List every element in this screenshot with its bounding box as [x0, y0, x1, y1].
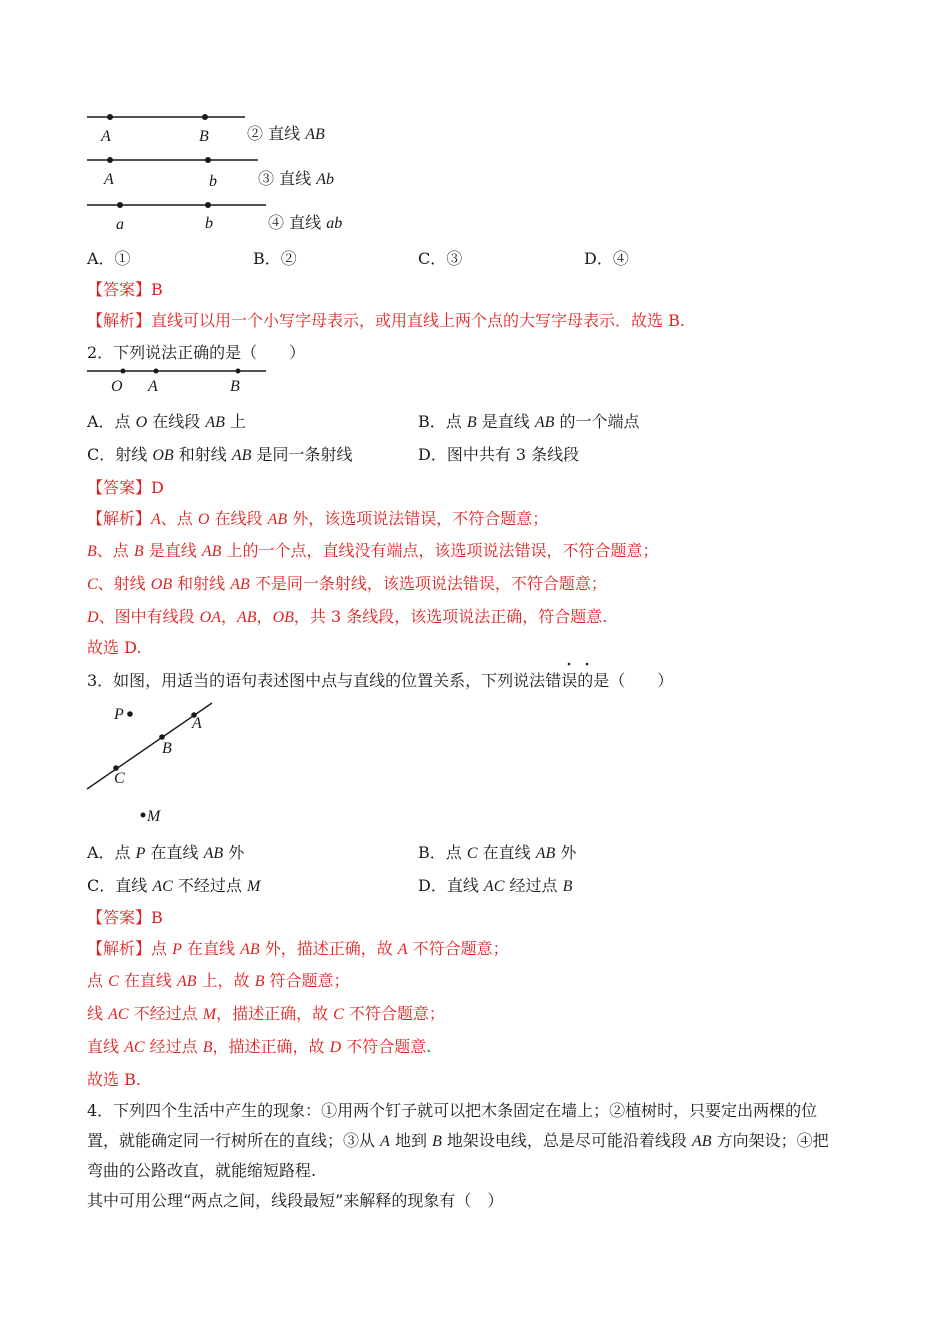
q4-l2-post: 方向架设；④把	[711, 1131, 829, 1150]
q2-an1-v1: O	[197, 511, 210, 528]
q3-an3-a: 不经过点	[128, 1004, 203, 1023]
q2-answer: 【答案】D	[87, 478, 164, 497]
q2-label-B: B	[230, 378, 240, 395]
q3-option-d	[418, 873, 572, 896]
q2-an1-v2: AB	[267, 511, 288, 528]
q1-option-c: C．③	[418, 249, 463, 268]
q2-label-A: A	[148, 378, 158, 395]
q3-an1-c: 不符合题意；	[407, 939, 509, 958]
q3-an3-pre: 线	[87, 1004, 109, 1023]
q4-l2-v1: A	[380, 1133, 390, 1150]
q2-an4-v2: AB	[237, 609, 257, 626]
q3-an1-v1: P	[172, 941, 182, 958]
q2-an4-v1: OA	[199, 609, 221, 626]
q2-an3-v1: OB	[150, 576, 173, 593]
q3-an3-c: 不符合题意；	[343, 1004, 445, 1023]
q3-stem-pre: 3．如图，用适当的语句表述图中点与直线的位置关系，下列说法	[87, 671, 546, 690]
q3-od-pre: D．直线	[418, 876, 484, 895]
q3-option-b	[418, 840, 576, 863]
q2-label-O: O	[111, 378, 123, 395]
q2-stem: 2．下列说法正确的是（ ）	[87, 343, 306, 362]
q4-line-2	[87, 1128, 829, 1151]
q2-oa-v2: AB	[205, 414, 225, 431]
q2-an3-v2: AB	[230, 576, 250, 593]
q2-oa-post: 上	[224, 412, 247, 431]
q2-ob-mid: 是直线	[476, 412, 535, 431]
q1-caption-2-var: AB	[305, 126, 325, 143]
q3-an4-b: ，描述正确，故	[212, 1037, 330, 1056]
q2-option-d: D．图中共有 3 条线段	[418, 445, 580, 464]
q2-oc-v1: OB	[152, 447, 174, 464]
q3-an2-a: 在直线	[118, 971, 177, 990]
q2-an4-v0: D	[87, 609, 99, 626]
q2-an1-b: 在线段	[209, 509, 268, 528]
q3-ob-v2: AB	[535, 845, 556, 862]
q1-caption-4-var: ab	[326, 215, 343, 232]
q3-oa-v2: AB	[203, 845, 224, 862]
q3-od-mid: 经过点	[504, 876, 563, 895]
q3-conclusion: 故选 B.	[87, 1070, 141, 1089]
q2-oc-v2: AB	[231, 447, 252, 464]
q3-analysis-line-2	[87, 968, 350, 991]
q3-label-P: P	[114, 706, 124, 723]
q3-option-a	[87, 840, 244, 863]
q3-an4-v1: AC	[124, 1039, 145, 1056]
q3-an2-v3: B	[254, 973, 265, 990]
q2-oa-pre: A．点	[87, 412, 136, 431]
q2-an1-v0: A	[151, 511, 161, 528]
q3-an3-v2: M	[202, 1006, 217, 1023]
q3-ob-mid: 在直线	[477, 843, 536, 862]
q2-oc-pre: C．射线	[87, 445, 153, 464]
q3-label-B: B	[162, 740, 172, 757]
q3-ob-pre: B．点	[418, 843, 467, 862]
q3-point-P	[127, 711, 133, 717]
q4-line-3: 弯曲的公路改直，就能缩短路程.	[87, 1161, 317, 1180]
q3-oc-v1: AC	[152, 878, 173, 895]
q3-an3-v1: AC	[108, 1006, 129, 1023]
q3-label-C: C	[114, 770, 125, 787]
q2-an2-c: 上的一个点，直线没有端点，该选项说法错误，不符合题意；	[221, 541, 659, 560]
q4-l2-v3: AB	[692, 1133, 712, 1150]
q1-caption-3-num: ③	[258, 169, 275, 188]
q1-label-2a: A	[101, 128, 111, 145]
q3-an3-b: ，描述正确，故	[216, 1004, 334, 1023]
q2-an2-v0: B	[87, 543, 97, 560]
q2-an4-b: ，	[220, 607, 237, 626]
q3-an2-pre: 点	[87, 971, 109, 990]
q2-ob-v1: B	[466, 414, 477, 431]
q4-line-4: 其中可用公理“两点之间，线段最短”来解释的现象有（ ）	[87, 1191, 504, 1210]
q3-oa-post: 外	[223, 843, 245, 862]
q1-analysis: 【解析】直线可以用一个小写字母表示，或用直线上两个点的大写字母表示．故选 B.	[87, 311, 685, 330]
q3-an1-b: 外，描述正确，故	[259, 939, 398, 958]
q1-caption-3-text: 直线	[279, 169, 312, 188]
q2-oc-post: 是同一条射线	[251, 445, 353, 464]
q3-an4-v3: D	[329, 1039, 342, 1056]
q2-an3-a: 、射线	[97, 574, 151, 593]
q3-label-M: M	[147, 808, 161, 825]
q3-analysis-line-4	[87, 1034, 431, 1057]
q2-an2-v1: B	[133, 543, 144, 560]
q2-ob-pre: B．点	[418, 412, 467, 431]
q3-oa-mid: 在直线	[145, 843, 204, 862]
q3-an4-v2: B	[202, 1039, 213, 1056]
q3-od-v1: AC	[483, 878, 505, 895]
q3-an4-pre: 直线	[87, 1037, 125, 1056]
q3-point-B	[159, 734, 165, 740]
q1-option-a: A．①	[87, 249, 131, 268]
q3-an2-b: 上，故	[196, 971, 255, 990]
q2-oa-v1: O	[135, 414, 148, 431]
q3-option-c	[87, 873, 260, 896]
q3-oa-v1: P	[135, 845, 146, 862]
q3-answer: 【答案】B	[87, 908, 163, 927]
q3-oc-v2: M	[246, 878, 261, 895]
q1-caption-2-num: ②	[247, 124, 264, 143]
q1-label-4a: a	[116, 216, 124, 233]
q2-an4-c: ，	[256, 607, 273, 626]
q2-oa-mid: 在线段	[147, 412, 206, 431]
q3-an1-pre: 【解析】点	[87, 939, 173, 958]
q1-answer: 【答案】B	[87, 280, 163, 299]
q3-an1-a: 在直线	[181, 939, 241, 958]
q1-label-3b: b	[209, 173, 217, 190]
q4-l2-mid: 地到	[389, 1131, 433, 1150]
q3-label-A: A	[192, 715, 202, 732]
q2-ob-v2: AB	[534, 414, 555, 431]
q1-label-3a: A	[104, 171, 114, 188]
q2-an2-v2: AB	[201, 543, 222, 560]
q3-an4-a: 经过点	[144, 1037, 203, 1056]
q3-stem-post: 的是（ ）	[577, 671, 674, 690]
q3-oc-mid: 不经过点	[172, 876, 247, 895]
q3-ob-post: 外	[555, 843, 577, 862]
q2-an4-d: ，共 3 条线段，该选项说法正确，符合题意.	[293, 607, 608, 626]
q3-figure	[0, 0, 300, 840]
q3-an3-v3: C	[333, 1006, 344, 1023]
q3-analysis-line-1	[87, 936, 509, 959]
q3-oc-pre: C．直线	[87, 876, 153, 895]
q3-an2-c: 符合题意；	[264, 971, 350, 990]
q4-l2-mid2: 地架设电线，总是尽可能沿着线段	[441, 1131, 693, 1150]
q1-option-d: D．④	[584, 249, 629, 268]
q3-ob-v1: C	[466, 845, 478, 862]
q3-point-M	[141, 813, 146, 818]
q2-an3-c: 不是同一条射线，该选项说法错误，不符合题意；	[249, 574, 607, 593]
q2-ob-post: 的一个端点	[554, 412, 640, 431]
q3-oa-pre: A．点	[87, 843, 136, 862]
q3-an4-c: 不符合题意.	[341, 1037, 432, 1056]
q2-an2-a: 、点	[96, 541, 134, 560]
q2-oc-mid: 和射线	[173, 445, 232, 464]
q3-an1-v2: AB	[240, 941, 260, 958]
q2-an1-a: 、点	[160, 509, 198, 528]
q1-label-4b: b	[205, 215, 213, 232]
q4-l2-v2: B	[432, 1133, 442, 1150]
q3-emph-dot-1	[568, 663, 571, 666]
q2-an4-a: 、图中有线段	[98, 607, 200, 626]
q1-caption-4-text: 直线	[289, 213, 322, 232]
q3-an2-v2: AB	[176, 973, 197, 990]
q1-label-2b: B	[199, 128, 209, 145]
q1-caption-4-num: ④	[268, 213, 285, 232]
q1-caption-2-text: 直线	[268, 124, 301, 143]
q1-option-b: B．②	[253, 249, 297, 268]
q3-analysis-line-3	[87, 1001, 445, 1024]
q4-line-1: 4．下列四个生活中产生的现象：①用两个钉子就可以把木条固定在墙上；②植树时，只要定出两棵的位	[87, 1101, 818, 1120]
q2-an2-b: 是直线	[143, 541, 202, 560]
q3-an1-v3: A	[397, 941, 408, 958]
q2-an1-pre: 【解析】	[87, 509, 152, 528]
q2-an3-b: 和射线	[172, 574, 231, 593]
q4-l2-pre: 置，就能确定同一行树所在的直线；③从	[87, 1131, 381, 1150]
q3-od-v2: B	[562, 878, 573, 895]
q1-caption-3-var: Ab	[316, 171, 334, 188]
q2-an1-c: 外，该选项说法错误，不符合题意；	[287, 509, 549, 528]
q2-an3-v0: C	[87, 576, 98, 593]
q3-emph-dot-2	[586, 663, 589, 666]
q3-an2-v1: C	[108, 973, 119, 990]
q3-stem-emph: 错误	[545, 671, 578, 690]
q2-conclusion: 故选 D.	[87, 638, 142, 657]
q2-an4-v3: OB	[272, 609, 294, 626]
